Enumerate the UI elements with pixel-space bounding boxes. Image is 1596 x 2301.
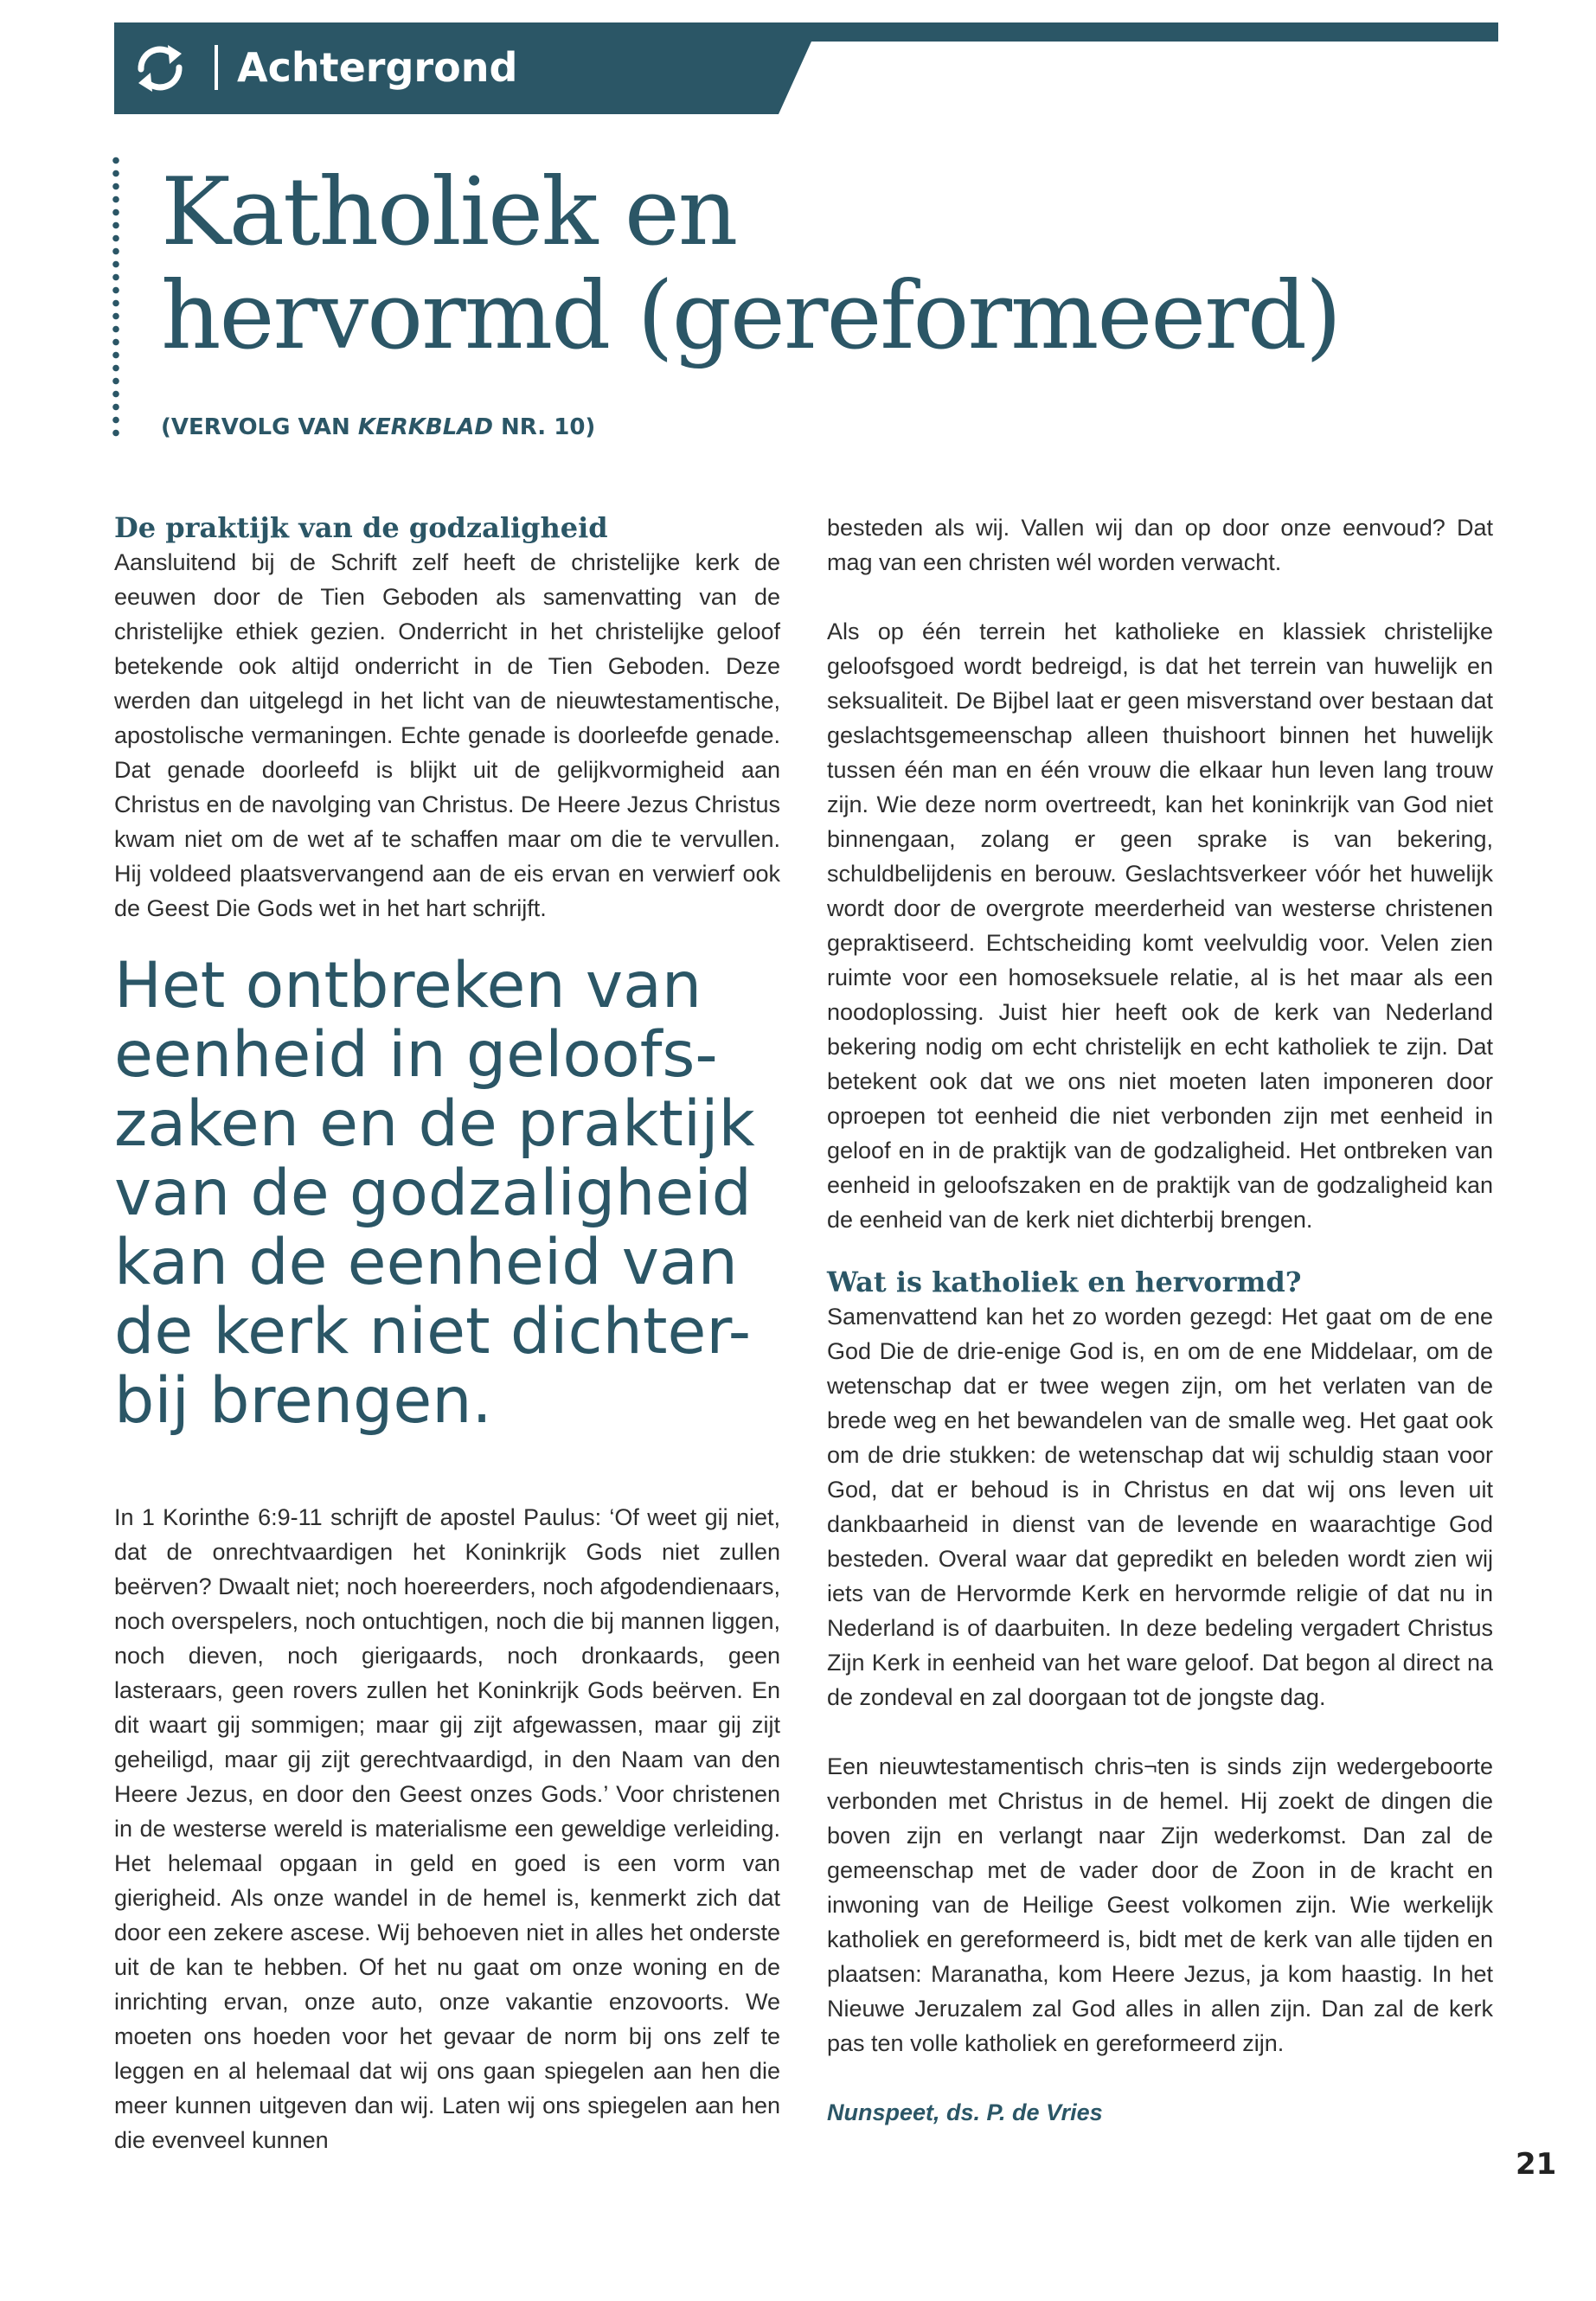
subtitle-prefix: (VERVOLG VAN	[161, 414, 358, 440]
paragraph-nieuwtestamentisch: Een nieuwtestamentisch chris¬ten is sinds zijn wedergeboorte verbonden met Christus in de hemel. Hij zoekt de dingen die boven zijn en verlangt naar Zijn wederkomst. Dan zal de gemeenschap met de vader door de Zoon in de kracht en inwoning van de Heilige Geest volkomen zijn. Wie werkelijk katholiek en gereformeerd is, bidt met de kerk van alle tijden en plaatsen: Maranatha, kom Heere Jezus, ja kom haastig. In het Nieuwe Jeruzalem zal God alles in allen zijn. Dan zal de kerk pas ten volle katholiek en gereformeerd zijn.	[827, 1753, 1493, 2056]
left-column	[114, 510, 780, 2157]
paragraph-samenvattend: Samenvattend kan het zo worden gezegd: Het gaat om de ene God Die de drie-enige God is, en om de ene Middelaar, om de wetenschap dat er twee wegen zijn, om het verlaten van de brede weg en het bewandelen van de smalle weg. Het gaat ook om de drie stukken: de wetenschap dat wij schuldig staan voor God, dat er behoud is in Christus en dat wij ons leven uit dankbaarheid in dienst van de levende en waarachtige God besteden. Overal waar dat gepredikt en beleden wordt zien wij iets van de Hervormde Kerk en hervormde religie of dat nu in Nederland is of daarbuiten. In deze bedeling vergadert Christus Zijn Kerk in eenheid van het ware geloof. Dat begon al direct na de zondeval en zal doorgaan tot de jongste dag.	[827, 1304, 1493, 1710]
paragraph-praktijk: Aansluitend bij de Schrift zelf heeft de christelijke kerk de eeuwen door de Tien Geboden als samenvatting van de christelijke ethiek gezien. Onderricht in het christelijke geloof betekende ook altijd onderricht in de Tien Geboden. Deze werden dan uitgelegd in het licht van de nieuwtestamentische, apostolische vermaningen. Echte genade is doorleefde genade. Dat genade doorleefd is blijkt uit de gelijkvormigheid aan Christus en de navolging van Christus. De Heere Jezus Christus kwam niet om de wet af te schaffen maar om die te vervullen. Hij voldeed plaatsvervangend aan de eis ervan en verwierf ook de Geest Die Gods wet in het hart schrijft.	[114, 549, 780, 921]
article-title	[161, 158, 1458, 370]
dotted-rule	[112, 154, 119, 439]
right-column	[827, 510, 1493, 2130]
subtitle-suffix: NR. 10)	[492, 414, 596, 440]
title-line-1: Katholiek en	[161, 158, 737, 266]
paragraph-huwelijk: Als op één terrein het katholieke en klassiek christelijke geloofsgoed wordt bedreigd, is dat het terrein van huwelijk en seksualiteit. De Bijbel laat er geen misverstand over bestaan dat geslachtsgemeenschap alleen thuishoort binnen het huwelijk tussen één man en één vrouw die elkaar hun leven lang trouw zijn. Wie deze norm overtreedt, kan het koninkrijk van God niet binnengaan, zolang er geen sprake is van bekering, schuldbelijdenis en berouw. Geslachtsverkeer vóór het huwelijk wordt door de overgrote meerderheid van westerse christenen gepraktiseerd. Echtscheiding komt veelvuldig voor. Velen zien ruimte voor een homoseksuele relatie, al is het maar als een noodoplossing. Juist hier heeft ook de kerk van Nederland bekering nodig om echt christelijk en echt katholiek te zijn. Dat betekent ook dat we ons niet moeten laten imponeren door oproepen tot eenheid die niet verbonden zijn met eenheid in geloof en in de praktijk van de godzaligheid. Het ontbreken van eenheid in geloofszaken en de praktijk van de godzaligheid kan de eenheid van de kerk niet dichterbij brengen.	[827, 619, 1493, 1233]
paragraph-eenvoud: besteden als wij. Vallen wij dan op door onze eenvoud? Dat mag van een christen wél worden verwacht.	[827, 515, 1493, 575]
author-signature: Nunspeet, ds. P. de Vries	[827, 2099, 1103, 2125]
section-heading-praktijk: De praktijk van de godzaligheid	[114, 511, 608, 544]
title-line-2: hervormd (gereformeerd)	[161, 262, 1341, 370]
pull-quote: Het ontbreken van eenheid in geloofs-zaken en de praktijk van de godzaligheid kan de eenheid van de kerk niet dichter-bij brengen.	[114, 949, 755, 1438]
subtitle-publication: KERKBLAD	[357, 414, 493, 440]
cycle-arrows-icon	[130, 38, 190, 99]
section-label: Achtergrond	[237, 44, 518, 91]
paragraph-korinthe: In 1 Korinthe 6:9-11 schrijft de apostel Paulus: ‘Of weet gij niet, dat de onrechtvaardigen het Koninkrijk Gods niet zullen beërven? Dwaalt niet; noch hoereerders, noch afgodendienaars, noch overspelers, noch ontuchtigen, noch die bij mannen liggen, noch dieven, noch gierigaards, noch dronkaards, geen lasteraars, geen rovers zullen het Koninkrijk Gods beërven. En dit waart gij sommigen; maar gij zijt afgewassen, maar gij zijt geheiligd, maar gij zijt gerechtvaardigd, in den Naam van den Heere Jezus, en door den Geest onzes Gods.’ Voor christenen in de westerse wereld is materialisme een geweldige verleiding. Het helemaal opgaan in geld en goed is een vorm van gierigheid. Als onze wandel in de hemel is, kenmerkt zich dat door een zekere ascese. Wij behoeven niet in alles het onderste uit de kan te hebben. Of het nu gaat om onze woning en de inrichting ervan, onze auto, onze vakantie enzovoorts. We moeten ons hoeden voor het gevaar de norm bij ons zelf te leggen en al helemaal dat wij ons gaan spiegelen aan hen die meer kunnen uitgeven dan wij. Laten wij ons spiegelen aan hen die evenveel kunnen	[114, 1504, 781, 2153]
banner-separator	[215, 45, 218, 90]
article-subtitle	[161, 412, 595, 443]
section-banner	[114, 22, 1498, 114]
section-heading-katholiek: Wat is katholiek en hervormd?	[827, 1266, 1302, 1298]
page-number: 21	[1516, 2147, 1557, 2182]
